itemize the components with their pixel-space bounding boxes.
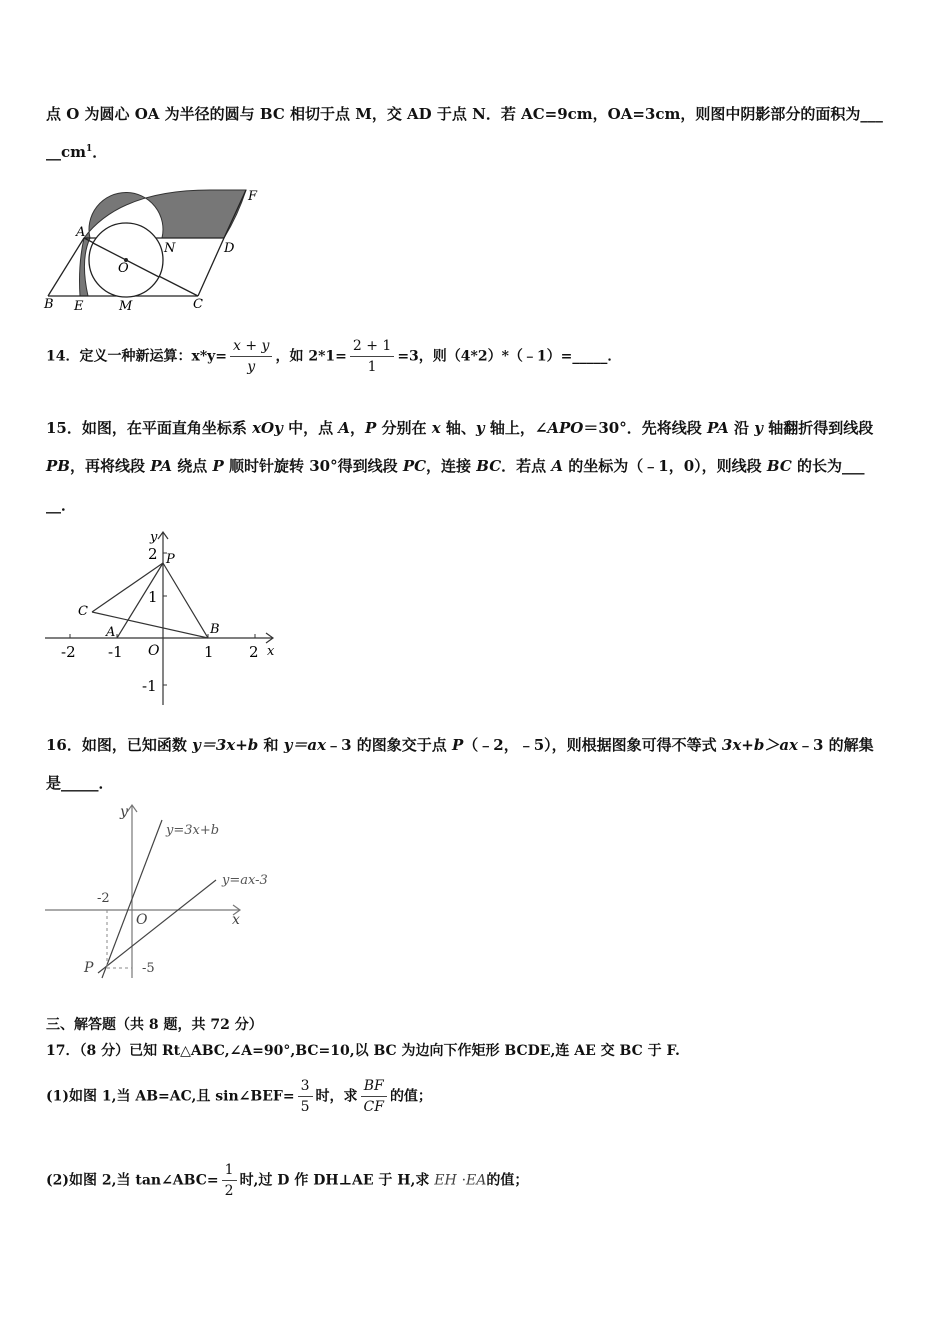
q13-blank: __: [46, 143, 61, 161]
q15-text: 的长为___: [791, 457, 865, 475]
q14-frac-def-num: x + y: [230, 336, 272, 357]
q15-text: 绕点: [172, 457, 213, 475]
q15-var: BC: [476, 457, 502, 475]
q15-var: PA: [150, 457, 173, 475]
q15-label-c: C: [78, 604, 88, 619]
q16-text: ﹣3 的图象交于点: [326, 736, 452, 754]
q13-label-n: N: [164, 241, 176, 256]
q15-label-x: x: [267, 644, 275, 659]
q17-part2-text: (2)如图 2,当 tan∠ABC=: [46, 1172, 219, 1189]
q15-text: ．若点: [501, 457, 552, 475]
q17-part1-ratio-den: CF: [363, 1099, 384, 1115]
q13-label-b: B: [44, 297, 54, 312]
q15-var: P: [364, 419, 377, 437]
q15-text: 15．如图，在平面直角坐标系: [46, 419, 253, 437]
q16-text: ﹣3 的解集: [798, 736, 874, 754]
q14-line: [46, 336, 621, 377]
q15-var: PA: [706, 419, 729, 437]
q16-label-m5: -5: [142, 961, 155, 976]
q15-var: APO: [547, 419, 584, 437]
q13-label-f: F: [248, 189, 258, 204]
q15-tick-y2: 2: [148, 545, 158, 563]
q15-text: 的坐标为（﹣1，0），则线段: [563, 457, 767, 475]
q17-part2-text: 的值；: [486, 1172, 529, 1189]
q13-unit: cm: [61, 143, 87, 161]
q15-line1: [46, 417, 873, 438]
q15-figure: [40, 525, 285, 710]
q17-part2-ea: EA: [466, 1172, 487, 1189]
q15-tick-xm1: -1: [108, 643, 123, 661]
q13-label-d: D: [224, 241, 235, 256]
q14-frac-example-den: 1: [367, 359, 377, 375]
q13-shaded-left: [80, 238, 91, 296]
q15-var: P: [212, 457, 224, 475]
q15-var: y: [475, 419, 485, 437]
q15-text: 沿: [728, 419, 755, 437]
q16-var: P: [452, 736, 464, 754]
section3-heading: 三、解答题（共 8 题，共 72 分）: [46, 1017, 263, 1033]
q16-label-o: O: [136, 912, 148, 928]
q16-label-y: y: [120, 804, 128, 820]
q17-part2-tan-num: 1: [222, 1160, 237, 1181]
q17-part1-text: 的值；: [389, 1088, 432, 1105]
q17-part2-eh: EH: [434, 1172, 457, 1189]
q15-text: 轴、: [440, 419, 476, 437]
q15-tick-y1: 1: [148, 588, 158, 606]
q14-mid: ，如 2*1=: [275, 348, 347, 365]
q15-label-y: y: [150, 530, 158, 545]
q14-prefix: 14．定义一种新运算：x*y=: [46, 348, 228, 365]
q15-segment-pb: [163, 563, 208, 638]
q15-var: x: [431, 419, 441, 437]
q16-line2: 是_____．: [46, 774, 114, 792]
q15-tick-ym1: -1: [142, 677, 157, 695]
q16-inequality: 3x+b＞ax: [721, 736, 798, 754]
q14-frac-example-num: 2 + 1: [350, 336, 394, 357]
q15-label-a: A: [106, 625, 116, 640]
q15-text: 轴上，∠: [484, 419, 548, 437]
q17-part1-text: 时，求: [315, 1088, 358, 1105]
q14-frac-def: [230, 336, 272, 377]
q13-label-a: A: [76, 225, 86, 240]
q16-label-m2: -2: [97, 891, 110, 906]
q15-text: ，: [349, 419, 365, 437]
q17-part2-tan-den: 2: [224, 1183, 234, 1199]
q15-text: 分别在: [376, 419, 432, 437]
q15-label-o: O: [148, 643, 160, 659]
q13-label-e: E: [74, 299, 84, 314]
q15-var: PC: [402, 457, 427, 475]
q15-var: A: [551, 457, 564, 475]
q17-part1-ratio-num: BF: [361, 1076, 387, 1097]
q13-label-m: M: [119, 299, 133, 314]
q16-function-1: y＝3x+b: [192, 736, 259, 754]
q15-label-b: B: [210, 622, 220, 637]
q17-part1-text: (1)如图 1,当 AB=AC,且 sin∠BEF=: [46, 1088, 295, 1105]
q15-line3: __．: [46, 496, 77, 514]
q16-text: 和: [258, 736, 284, 754]
q13-label-o: O: [118, 261, 129, 276]
q13-period: ．: [92, 143, 108, 161]
q16-line1: [46, 734, 874, 755]
q17-part1-sin-frac: [298, 1076, 313, 1117]
q15-text: 轴翻折得到线段: [762, 419, 874, 437]
q13-line-ab: [48, 238, 84, 296]
q15-var: A: [338, 419, 350, 437]
q17-part2-dot: ·: [461, 1172, 467, 1189]
q16-label-x: x: [232, 912, 240, 928]
q15-label-p: P: [166, 552, 175, 567]
q17-part1-ratio-frac: [361, 1076, 387, 1117]
q15-text: 顺时针旋转 30°得到线段: [223, 457, 403, 475]
q16-text: （﹣2，﹣5），则根据图象可得不等式: [463, 736, 722, 754]
q15-var: xOy: [252, 419, 283, 437]
q14-frac-example: [350, 336, 394, 377]
q14-frac-def-den: y: [247, 359, 256, 375]
q17-part1-sin-num: 3: [298, 1076, 313, 1097]
q15-text: 中，点: [282, 419, 339, 437]
q13-label-c: C: [193, 297, 203, 312]
q15-line2: [46, 455, 865, 476]
q13-figure: [40, 180, 280, 315]
q13-line1: 点 O 为圆心 OA 为半径的圆与 BC 相切于点 M，交 AD 于点 N．若 AC=9cm，OA=3cm，则图中阴影部分的面积为___: [46, 105, 883, 123]
q15-var: y: [754, 419, 763, 437]
q16-label-line1: y=3x+b: [166, 823, 220, 838]
q16-figure: [40, 800, 290, 980]
q16-label-p: P: [84, 960, 94, 976]
q15-var: BC: [766, 457, 792, 475]
q17-part2: [46, 1160, 528, 1201]
q16-label-line2: y=ax-3: [222, 873, 268, 888]
q16-function-2: y＝ax: [283, 736, 327, 754]
q17-part1-sin-den: 5: [300, 1099, 310, 1115]
q17-part2-tan-frac: [222, 1160, 237, 1201]
q13-line2: [46, 141, 107, 162]
q15-tick-xm2: -2: [61, 643, 76, 661]
q15-text: ，再将线段: [69, 457, 151, 475]
q17-stem: 17．（8 分）已知 Rt△ABC,∠A=90°,BC=10,以 BC 为边向下作矩形 BCDE,连 AE 交 BC 于 F.: [46, 1043, 680, 1059]
q15-text: ＝30°．先将线段: [583, 419, 707, 437]
q15-tick-x2: 2: [249, 643, 259, 661]
q13-line-dc: [198, 238, 224, 296]
q14-suffix: =3，则（4*2）*（﹣1）=_____．: [397, 348, 622, 365]
q16-line-ax-3: [98, 880, 216, 973]
q13-unit-sup: 1: [86, 144, 93, 154]
q17-part1: [46, 1076, 432, 1117]
q15-tick-x1: 1: [204, 643, 214, 661]
q15-var: PB: [46, 457, 70, 475]
q16-text: 16．如图，已知函数: [46, 736, 193, 754]
q17-part2-text: 时,过 D 作 DH⊥AE 于 H,求: [239, 1172, 430, 1189]
q15-text: ，连接: [426, 457, 477, 475]
